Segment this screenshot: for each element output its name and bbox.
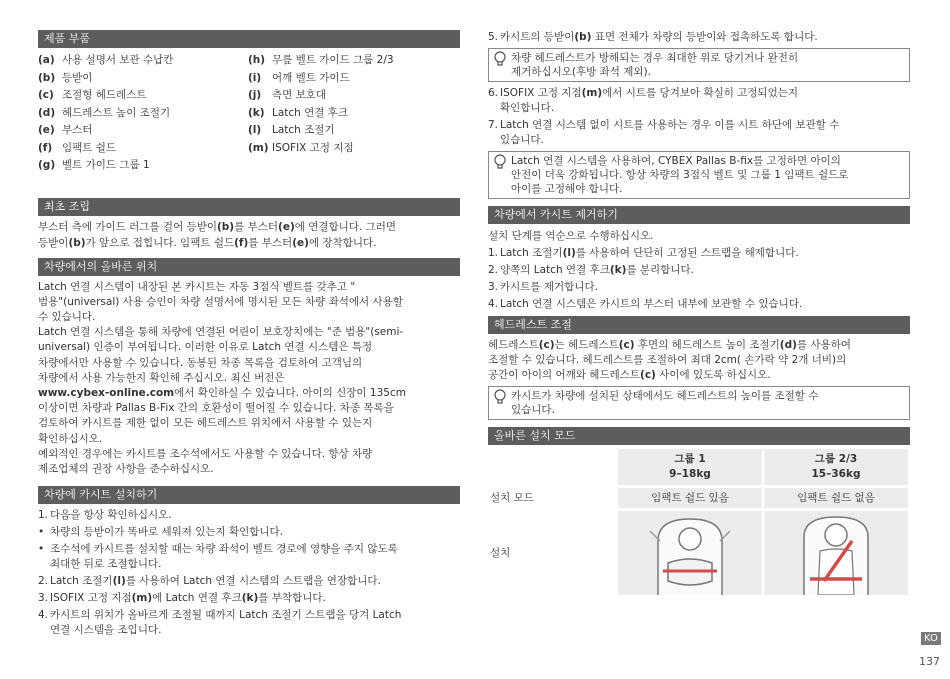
step-3 <box>38 591 460 606</box>
text: ISOFIX 고정 지점 <box>500 87 582 99</box>
part-label: 측면 보호대 <box>272 89 327 101</box>
text-line <box>488 338 910 353</box>
ref: (c) <box>618 339 635 351</box>
remove-step-3 <box>488 280 910 295</box>
part-label: 어깨 벨트 가이드 <box>272 71 350 84</box>
tip-text: 차량 헤드레스트가 방해되는 경우 최대한 위로 당기거나 완전히 <box>511 52 799 64</box>
text: 사이에 있도록 하십시오. <box>655 369 771 381</box>
part-label: 부스터 <box>62 124 93 136</box>
step-number: 2. <box>488 264 499 276</box>
parts-column-2 <box>248 52 458 175</box>
website-link[interactable]: www.cybex-online.com <box>38 386 175 399</box>
text: 확인합니다. <box>500 102 555 114</box>
part-letter: (c) <box>38 89 54 101</box>
position-text <box>38 280 460 478</box>
text: 를 부착합니다. <box>258 592 326 605</box>
text-line <box>38 386 460 401</box>
text: 에 장착합니다. <box>308 236 377 249</box>
text-line: 범용"(universal) 사용 승인이 차량 설명서에 명시된 모든 차량 좌석에서 사용할 <box>38 295 403 308</box>
part-item <box>38 140 248 158</box>
text: 가 앞으로 접힙니다. 임팩트 쉴드 <box>85 236 235 249</box>
headrest-heading: 헤드레스트 조절 <box>488 316 910 334</box>
part-letter: (h) <box>248 54 266 66</box>
part-letter: (b) <box>38 71 56 84</box>
tip-text: 카시트가 차량에 설치된 상태에서도 헤드레스트의 높이를 조절할 수 <box>511 390 819 402</box>
text-line: universal) 인증이 부여됩니다. 이러한 이유로 Latch 연결 시스템은 특정 <box>38 341 373 354</box>
text-line: 조절할 수 있습니다. 헤드레스트를 조절하여 최대 2cm( 손가락 약 2개 너비)의 <box>488 354 847 366</box>
text-line: Latch 연결 시스템을 통해 차량에 연결된 어린이 보호장치에는 "준 범용"(semi- <box>38 326 404 339</box>
remove-intro: 설치 단계를 역순으로 수행하십시오. <box>488 230 654 242</box>
text: 카시트의 위치가 올바르게 조절될 때까지 Latch 조절기 스트랩을 당겨 Latch <box>50 609 402 622</box>
text: 등받이 <box>38 236 69 249</box>
bullet-text: 차량의 등받이가 똑바로 세워져 있는지 확인합니다. <box>50 526 284 539</box>
position-heading: 차량에서의 올바른 위치 <box>38 258 460 276</box>
text: 에 Latch 연결 후크 <box>152 592 242 605</box>
step-number: 2. <box>38 575 49 588</box>
remove-steps <box>488 228 910 312</box>
remove-heading: 차량에서 카시트 제거하기 <box>488 206 910 224</box>
lightbulb-icon <box>493 389 511 417</box>
part-item <box>38 122 248 140</box>
mode-group-2: 임팩트 쉴드 없음 <box>764 488 908 508</box>
lightbulb-icon <box>493 51 511 79</box>
part-label: 임팩트 쉴드 <box>62 141 117 154</box>
ref: (d) <box>779 339 797 351</box>
text: 연결 시스템을 조입니다. <box>50 624 162 637</box>
step-number: 7. <box>488 119 499 131</box>
language-badge: KO <box>921 632 941 645</box>
ref: (k) <box>609 264 627 276</box>
text: 를 부스터 <box>248 236 293 249</box>
parts-heading: 제품 부품 <box>38 30 460 48</box>
text: 에서 시트를 당겨보아 확실히 고정되었는지 <box>602 87 799 99</box>
tip-box <box>488 151 910 199</box>
tip-text: 안전이 더욱 강화됩니다. 항상 차량의 3점식 벨트 및 그룹 1 임팩트 쉴드로 <box>511 169 849 181</box>
ref: (b) <box>68 236 86 249</box>
text: Latch 조절기 <box>50 575 113 588</box>
step-number: 4. <box>488 298 499 310</box>
part-letter: (d) <box>38 106 56 119</box>
part-letter: (j) <box>248 89 262 101</box>
group-2-header <box>764 449 908 485</box>
part-item <box>248 52 458 70</box>
parts-list <box>38 52 460 175</box>
text: 헤드레스트 <box>488 339 539 351</box>
part-item <box>248 87 458 105</box>
ref: (b) <box>574 31 592 43</box>
part-letter: (e) <box>38 124 55 136</box>
headrest-text <box>488 338 910 383</box>
text: 있습니다. <box>500 134 544 146</box>
part-letter: (k) <box>248 106 265 119</box>
remove-step-1 <box>488 246 910 261</box>
step-number: 1. <box>488 247 499 259</box>
left-column <box>38 30 460 640</box>
part-label: 조절형 헤드레스트 <box>62 89 147 101</box>
text-line: 검토하여 카시트를 제한 없이 모든 헤드레스트 위치에서 사용할 수 있는지 <box>38 417 373 430</box>
bullet-text: 최대한 뒤로 조절합니다. <box>50 558 162 571</box>
part-letter: (g) <box>38 159 56 171</box>
assembly-heading: 최초 조립 <box>38 198 460 216</box>
text: 카시트의 등받이 <box>500 31 575 43</box>
seat-without-shield-image <box>764 511 908 595</box>
text: 에 연결합니다. 그러면 <box>294 220 397 233</box>
remove-step-2 <box>488 263 910 278</box>
text: 표면 전체가 차량의 등받이와 접촉하도록 합니다. <box>591 31 818 43</box>
text-line <box>488 368 910 383</box>
step-2 <box>38 574 460 589</box>
text-line: 차량에서 사용 가능한지 확인해 주십시오. 최신 버전은 <box>38 371 285 384</box>
text-line: 예외적인 경우에는 카시트를 조수석에서도 사용할 수 있습니다. 항상 차량 <box>38 447 373 460</box>
ref: (k) <box>241 592 259 605</box>
bullet-2 <box>38 542 460 572</box>
tip-text: 아이를 고정해야 합니다. <box>511 183 623 195</box>
part-item <box>38 157 248 175</box>
text-line: 수 있습니다. <box>38 310 96 323</box>
text: Latch 조절기 <box>500 247 563 259</box>
install-heading: 차량에 카시트 설치하기 <box>38 486 460 504</box>
text: ISOFIX 고정 지점 <box>50 592 132 605</box>
group-weight: 15–36kg <box>811 468 861 480</box>
row-label-install: 설치 <box>490 547 511 559</box>
part-item <box>38 52 248 70</box>
text: 를 부스터 <box>234 220 279 233</box>
step-number: 6. <box>488 87 499 99</box>
ref: (c) <box>640 369 656 381</box>
group-weight: 9–18kg <box>669 468 711 480</box>
mode-heading: 올바른 설치 모드 <box>488 427 910 445</box>
text-line: 차량에서만 사용할 수 있습니다. 동봉된 차종 목록을 검토하여 고객님의 <box>38 356 363 369</box>
step-number: 3. <box>38 592 49 605</box>
part-item <box>38 105 248 123</box>
tip-box <box>488 48 910 82</box>
install-mode-table <box>488 449 910 597</box>
ref: (l) <box>562 247 576 259</box>
ref: (c) <box>538 339 555 351</box>
parts-column-1 <box>38 52 248 175</box>
ref: (e) <box>278 220 295 233</box>
bullet-icon: • <box>38 543 45 556</box>
text: 양쪽의 Latch 연결 후크 <box>500 264 610 276</box>
step-number: 1. <box>38 509 49 522</box>
step-7 <box>488 118 910 148</box>
step-number: 3. <box>488 281 499 293</box>
text: 는 헤드레스트 <box>554 339 619 351</box>
ref: (l) <box>112 575 126 588</box>
text: 후면의 헤드레스트 높이 조절기 <box>634 339 780 351</box>
part-item <box>248 105 458 123</box>
part-item <box>248 122 458 140</box>
tip-text: 제거하십시오(후방 좌석 제외). <box>511 66 651 78</box>
part-letter: (a) <box>38 54 55 66</box>
step-1 <box>38 508 460 523</box>
text: 에서 확인하실 수 있습니다. 아이의 신장이 135cm <box>174 386 406 399</box>
bullet-icon: • <box>38 526 45 539</box>
ref: (e) <box>292 236 309 249</box>
step-6 <box>488 86 910 116</box>
lightbulb-icon <box>493 154 511 196</box>
step-number: 5. <box>488 31 499 43</box>
part-letter: (l) <box>248 124 262 136</box>
bullet-text: 조수석에 카시트를 설치할 때는 차량 좌석이 벨트 경로에 영향을 주지 않도록 <box>50 543 398 556</box>
step-5 <box>488 30 910 45</box>
part-label: 사용 설명서 보관 수납칸 <box>62 54 174 66</box>
part-label: 벨트 가이드 그룹 1 <box>62 159 150 171</box>
step-text: Latch 연결 시스템은 카시트의 부스터 내부에 보관할 수 있습니다. <box>500 298 803 310</box>
part-letter: (m) <box>248 141 269 154</box>
part-label: Latch 연결 후크 <box>272 106 349 119</box>
text-line: 이상이면 차량과 Pallas B-Fix 간의 호환성이 떨어질 수 있습니다. 차종 목록을 <box>38 402 394 415</box>
text: 공간이 아이의 어깨와 헤드레스트 <box>488 369 641 381</box>
group-1-header <box>618 449 762 485</box>
text: 부스터 측에 가이드 러그를 걸어 등받이 <box>38 220 217 233</box>
part-item <box>38 70 248 88</box>
right-column <box>488 30 910 597</box>
text: 를 사용하여 단단히 고정된 스트랩을 해제합니다. <box>575 247 799 259</box>
ref: (b) <box>216 220 235 233</box>
mode-group-1: 임팩트 쉴드 있음 <box>618 488 762 508</box>
part-letter: (f) <box>38 141 53 154</box>
ref: (f) <box>234 236 249 249</box>
page-number: 137 <box>919 655 940 668</box>
part-letter: (i) <box>248 71 262 84</box>
text-line: Latch 연결 시스템이 내장된 본 카시트는 자동 3점식 벨트를 갖추고 " <box>38 280 356 293</box>
row-label-mode: 설치 모드 <box>490 492 534 504</box>
part-label: 등받이 <box>62 71 93 84</box>
remove-step-4 <box>488 297 910 312</box>
step-4 <box>38 608 460 638</box>
part-label: ISOFIX 고정 지점 <box>272 141 354 154</box>
text: 를 사용하여 <box>796 339 851 351</box>
part-item <box>248 140 458 158</box>
ref: (m) <box>131 592 153 605</box>
step-text: 카시트를 제거합니다. <box>500 281 598 293</box>
part-label: Latch 조절기 <box>272 124 335 136</box>
part-label: 헤드레스트 높이 조절기 <box>62 106 171 119</box>
part-label: 무릎 벨트 가이드 그룹 2/3 <box>272 54 394 66</box>
tip-box <box>488 386 910 420</box>
text-line: 제조업체의 권장 사항을 준수하십시오. <box>38 462 214 475</box>
step-text: 다음을 항상 확인하십시오. <box>50 509 172 522</box>
group-name: 그룹 2/3 <box>814 453 858 465</box>
text: Latch 연결 시스템 없이 시트를 사용하는 경우 이를 시트 하단에 보관할 수 <box>500 119 840 131</box>
text: 를 분리합니다. <box>626 264 694 276</box>
text-line: 확인하십시오. <box>38 432 103 445</box>
tip-text: 있습니다. <box>511 404 555 416</box>
text: 를 사용하여 Latch 연결 시스템의 스트랩을 연장합니다. <box>125 575 381 588</box>
step-number: 4. <box>38 609 49 622</box>
assembly-text-line-1 <box>38 220 460 234</box>
seat-with-shield-image <box>618 511 762 595</box>
part-item <box>38 87 248 105</box>
group-name: 그룹 1 <box>674 453 706 465</box>
install-steps <box>38 508 460 638</box>
tip-text: Latch 연결 시스템을 사용하여, CYBEX Pallas B-fix를 고정하면 아이의 <box>511 155 841 167</box>
ref: (m) <box>581 87 603 99</box>
part-item <box>248 70 458 88</box>
assembly-text-line-2 <box>38 236 460 250</box>
bullet-1 <box>38 525 460 540</box>
